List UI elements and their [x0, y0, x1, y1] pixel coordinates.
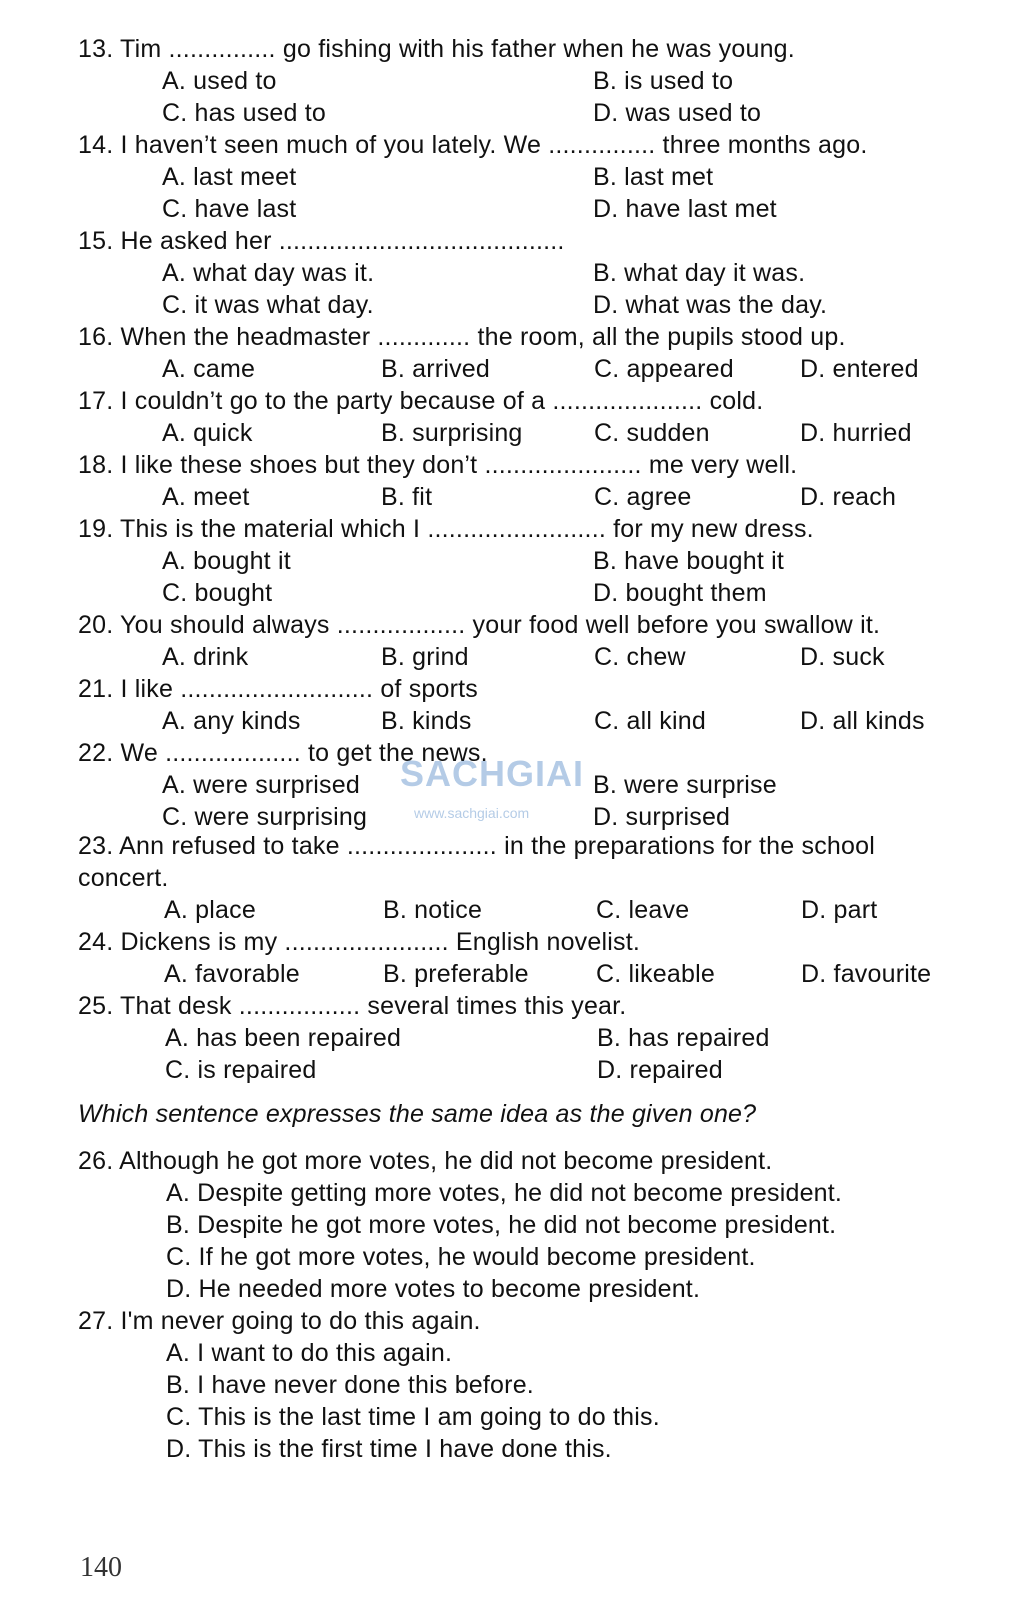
- q19-stem: 19. This is the material which I ......................... for my new dress.: [78, 515, 814, 543]
- q16-option-d: D. entered: [800, 355, 919, 383]
- q24-option-b: B. preferable: [383, 960, 529, 988]
- page-number: 140: [80, 1552, 122, 1583]
- q13-option-c: C. has used to: [162, 99, 327, 127]
- q19-option-b: B. have bought it: [593, 547, 785, 575]
- q13-option-d: D. was used to: [593, 99, 762, 127]
- q23-option-d: D. part: [801, 896, 878, 924]
- q25-option-d: D. repaired: [597, 1056, 723, 1084]
- q24-option-a: A. favorable: [164, 960, 300, 988]
- q14-stem: 14. I haven’t seen much of you lately. We ............... three months ago.: [78, 131, 868, 159]
- q15-option-b: B. what day it was.: [593, 259, 806, 287]
- q21-option-d: D. all kinds: [800, 707, 925, 735]
- q17-option-b: B. surprising: [381, 419, 523, 447]
- q19-option-a: A. bought it: [162, 547, 291, 575]
- q15-option-d: D. what was the day.: [593, 291, 828, 319]
- q18-option-c: C. agree: [594, 483, 692, 511]
- q25-option-b: B. has repaired: [597, 1024, 770, 1052]
- q14-option-d: D. have last met: [593, 195, 777, 223]
- q27-option-a: A. I want to do this again.: [166, 1339, 453, 1367]
- q20-stem: 20. You should always .................. your food well before you swallow it.: [78, 611, 881, 639]
- q22-stem: 22. We ................... to get the news.: [78, 739, 488, 767]
- q18-stem: 18. I like these shoes but they don’t ...................... me very well.: [78, 451, 798, 479]
- q13-option-a: A. used to: [162, 67, 277, 95]
- section-instruction: Which sentence expresses the same idea as the given one?: [78, 1100, 757, 1128]
- q27-stem: 27. I'm never going to do this again.: [78, 1307, 481, 1335]
- q25-option-a: A. has been repaired: [165, 1024, 402, 1052]
- q18-option-d: D. reach: [800, 483, 897, 511]
- q23-option-a: A. place: [164, 896, 256, 924]
- q17-option-a: A. quick: [162, 419, 253, 447]
- q22-option-a: A. were surprised: [162, 771, 360, 799]
- q19-option-d: D. bought them: [593, 579, 767, 607]
- q16-option-a: A. came: [162, 355, 256, 383]
- q21-option-a: A. any kinds: [162, 707, 301, 735]
- q17-option-d: D. hurried: [800, 419, 912, 447]
- q21-option-c: C. all kind: [594, 707, 706, 735]
- watermark-url: www.sachgiai.com: [414, 805, 530, 821]
- q15-option-c: C. it was what day.: [162, 291, 374, 319]
- q24-option-c: C. likeable: [596, 960, 715, 988]
- q26-option-a: A. Despite getting more votes, he did not become president.: [166, 1179, 843, 1207]
- q26-option-b: B. Despite he got more votes, he did not become president.: [166, 1211, 837, 1239]
- q17-stem: 17. I couldn’t go to the party because of a ..................... cold.: [78, 387, 764, 415]
- q21-option-b: B. kinds: [381, 707, 472, 735]
- q22-option-c: C. were surprising: [162, 803, 368, 831]
- q21-stem: 21. I like ........................... of sports: [78, 675, 479, 703]
- q23-option-c: C. leave: [596, 896, 690, 924]
- q20-option-c: C. chew: [594, 643, 686, 671]
- q25-option-c: C. is repaired: [165, 1056, 317, 1084]
- q25-stem: 25. That desk ................. several times this year.: [78, 992, 627, 1020]
- q16-stem: 16. When the headmaster ............. the room, all the pupils stood up.: [78, 323, 846, 351]
- q14-option-c: C. have last: [162, 195, 297, 223]
- q27-option-d: D. This is the first time I have done this.: [166, 1435, 612, 1463]
- q26-option-c: C. If he got more votes, he would become president.: [166, 1243, 756, 1271]
- q22-option-b: B. were surprise: [593, 771, 777, 799]
- q20-option-d: D. suck: [800, 643, 885, 671]
- q16-option-b: B. arrived: [381, 355, 490, 383]
- q13-stem: 13. Tim ............... go fishing with his father when he was young.: [78, 35, 795, 63]
- q22-option-d: D. surprised: [593, 803, 731, 831]
- q14-option-a: A. last meet: [162, 163, 297, 191]
- q27-option-b: B. I have never done this before.: [166, 1371, 534, 1399]
- q24-stem: 24. Dickens is my ....................... English novelist.: [78, 928, 640, 956]
- q23-stem-line2: concert.: [78, 864, 169, 892]
- q18-option-a: A. meet: [162, 483, 250, 511]
- watermark-brand: SACHGIAI: [400, 753, 585, 794]
- q20-option-a: A. drink: [162, 643, 249, 671]
- q15-stem: 15. He asked her ........................................: [78, 227, 565, 255]
- q26-stem: 26. Although he got more votes, he did not become president.: [78, 1147, 773, 1175]
- q26-option-d: D. He needed more votes to become president.: [166, 1275, 701, 1303]
- q13-option-b: B. is used to: [593, 67, 734, 95]
- q20-option-b: B. grind: [381, 643, 469, 671]
- q27-option-c: C. This is the last time I am going to do this.: [166, 1403, 660, 1431]
- q14-option-b: B. last met: [593, 163, 714, 191]
- q23-stem-line1: 23. Ann refused to take ..................... in the preparations for the school: [78, 832, 875, 860]
- q23-option-b: B. notice: [383, 896, 483, 924]
- q18-option-b: B. fit: [381, 483, 433, 511]
- q17-option-c: C. sudden: [594, 419, 710, 447]
- q15-option-a: A. what day was it.: [162, 259, 375, 287]
- q19-option-c: C. bought: [162, 579, 273, 607]
- q16-option-c: C. appeared: [594, 355, 734, 383]
- q24-option-d: D. favourite: [801, 960, 932, 988]
